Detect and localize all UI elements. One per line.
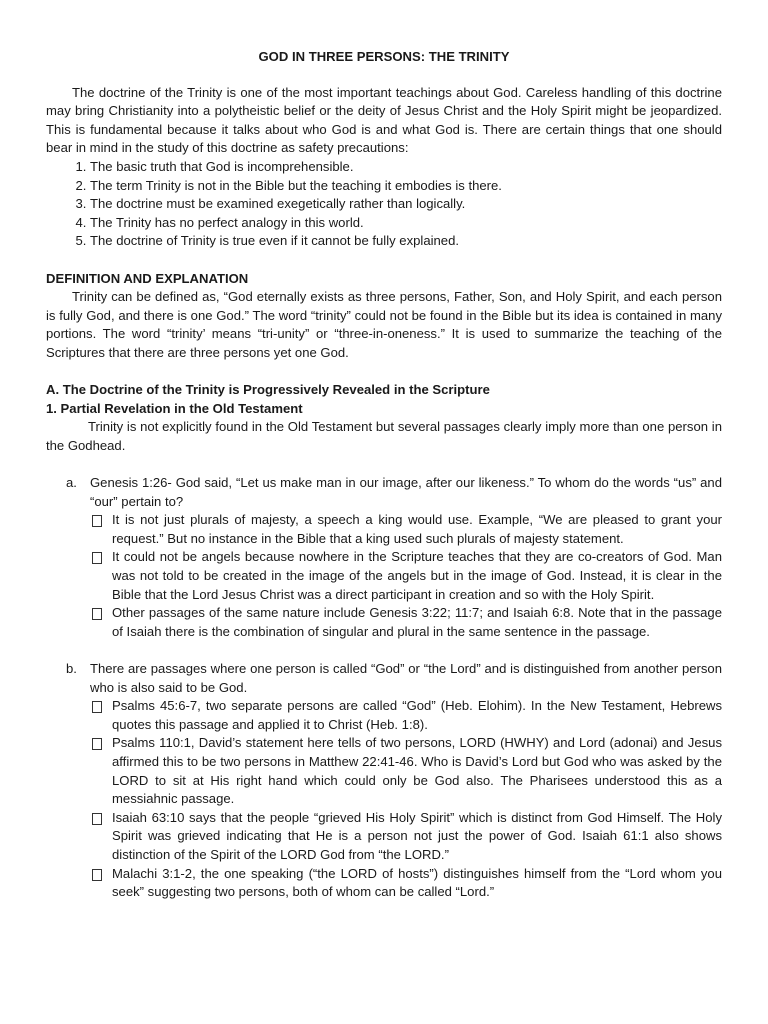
list-item: Other passages of the same nature include Genesis 3:22; 11:7; and Isaiah 6:8. Note that in the passage of Isaiah there is the combination of singular and plural in the same sentence in the passage.: [90, 604, 722, 641]
list-item: 3. The doctrine must be examined exegetically rather than logically.: [90, 195, 722, 214]
section-a-heading: A. The Doctrine of the Trinity is Progressively Revealed in the Scripture: [46, 382, 490, 398]
checkbox-bullet-icon: [90, 511, 112, 548]
item-a-text: Genesis 1:26- God said, “Let us make man in our image, after our likeness.” To whom do the words “us” and “our” pertain to?: [90, 475, 722, 509]
intro-paragraph: The doctrine of the Trinity is one of the most important teachings about God. Careless handling of this doctrine may bring Christianity into a polytheistic belief or the deity of Jesus Christ and the Holy Spirit might be jeopardized. This is fundamental because it talks about who God is and what God is. There are certain things that one should bear in mind in the study of this doctrine as safety precautions:: [46, 84, 722, 156]
checkbox-bullet-icon: [90, 734, 112, 808]
list-item: 4. The Trinity has no perfect analogy in this world.: [90, 214, 722, 233]
definition-paragraph: Trinity can be defined as, “God eternally exists as three persons, Father, Son, and Holy Spirit, and each person is fully God, and there is one God.” The word “trinity” could not be found in the Bible but its idea is contained in many portions. The word “trinity’ means “tri-unity” or “three-in-oneness.” It is used to summarize the teaching of the Scriptures that there are three persons yet one God.: [46, 289, 722, 360]
item-b-points: [90, 697, 722, 902]
section-1-heading: 1. Partial Revelation in the Old Testament: [46, 400, 303, 416]
list-item: Psalms 45:6-7, two separate persons are called “God” (Heb. Elohim). In the New Testament, Hebrews quotes this passage and applied it to Christ (Heb. 1:8).: [90, 697, 722, 734]
section-1-paragraph: Trinity is not explicitly found in the Old Testament but several passages clearly imply more than one person in the Godhead.: [46, 419, 722, 453]
checkbox-bullet-icon: [90, 697, 112, 734]
list-item: 2. The term Trinity is not in the Bible but the teaching it embodies is there.: [90, 177, 722, 196]
definition-heading: DEFINITION AND EXPLANATION: [46, 270, 249, 286]
checkbox-bullet-icon: [90, 865, 112, 902]
list-item: It is not just plurals of majesty, a speech a king would use. Example, “We are pleased to grant your request.” But no instance in the Bible that a king used such plurals of majesty statement.: [90, 511, 722, 548]
list-item: 1. The basic truth that God is incomprehensible.: [90, 158, 722, 177]
item-a-points: [90, 511, 722, 641]
list-item: It could not be angels because nowhere in the Scripture teaches that they are co-creators of God. Man was not told to be created in the image of the angels but in the image of God. Instead, it is clear in the Bible that the Lord Jesus Christ was a direct participant in creation and so with the Holy Spirit.: [90, 548, 722, 604]
item-a: [46, 474, 722, 511]
list-item: Psalms 110:1, David’s statement here tells of two persons, LORD (HWHY) and Lord (adonai) and Jesus affirmed this to be two persons in Matthew 22:41-46. Who is David’s Lord but God who was asked by the LORD to sit at His right hand which could only be God also. The Pharisees understood this as a messiahnic passage.: [90, 734, 722, 808]
checkbox-bullet-icon: [90, 548, 112, 604]
list-item: Isaiah 63:10 says that the people “grieved His Holy Spirit” which is distinct from God Himself. The Holy Spirit was grieved indicating that He is a person not just the power of God. Isaiah 61:1 also shows distinction of the Spirit of the LORD God from “the LORD.”: [90, 809, 722, 865]
checkbox-bullet-icon: [90, 604, 112, 641]
list-item: 5. The doctrine of Trinity is true even if it cannot be fully explained.: [90, 232, 722, 251]
document-title: GOD IN THREE PERSONS: THE TRINITY: [258, 49, 510, 64]
item-b-label: b.: [66, 661, 77, 676]
item-b-text: There are passages where one person is called “God” or “the Lord” and is distinguished from another person who is also said to be God.: [90, 661, 722, 695]
checkbox-bullet-icon: [90, 809, 112, 865]
list-item: Malachi 3:1-2, the one speaking (“the LORD of hosts”) distinguishes himself from the “Lord whom you seek” suggesting two persons, both of whom can be called “Lord.”: [90, 865, 722, 902]
item-b: [46, 660, 722, 697]
item-a-label: a.: [66, 475, 77, 491]
precautions-list: [46, 158, 722, 251]
